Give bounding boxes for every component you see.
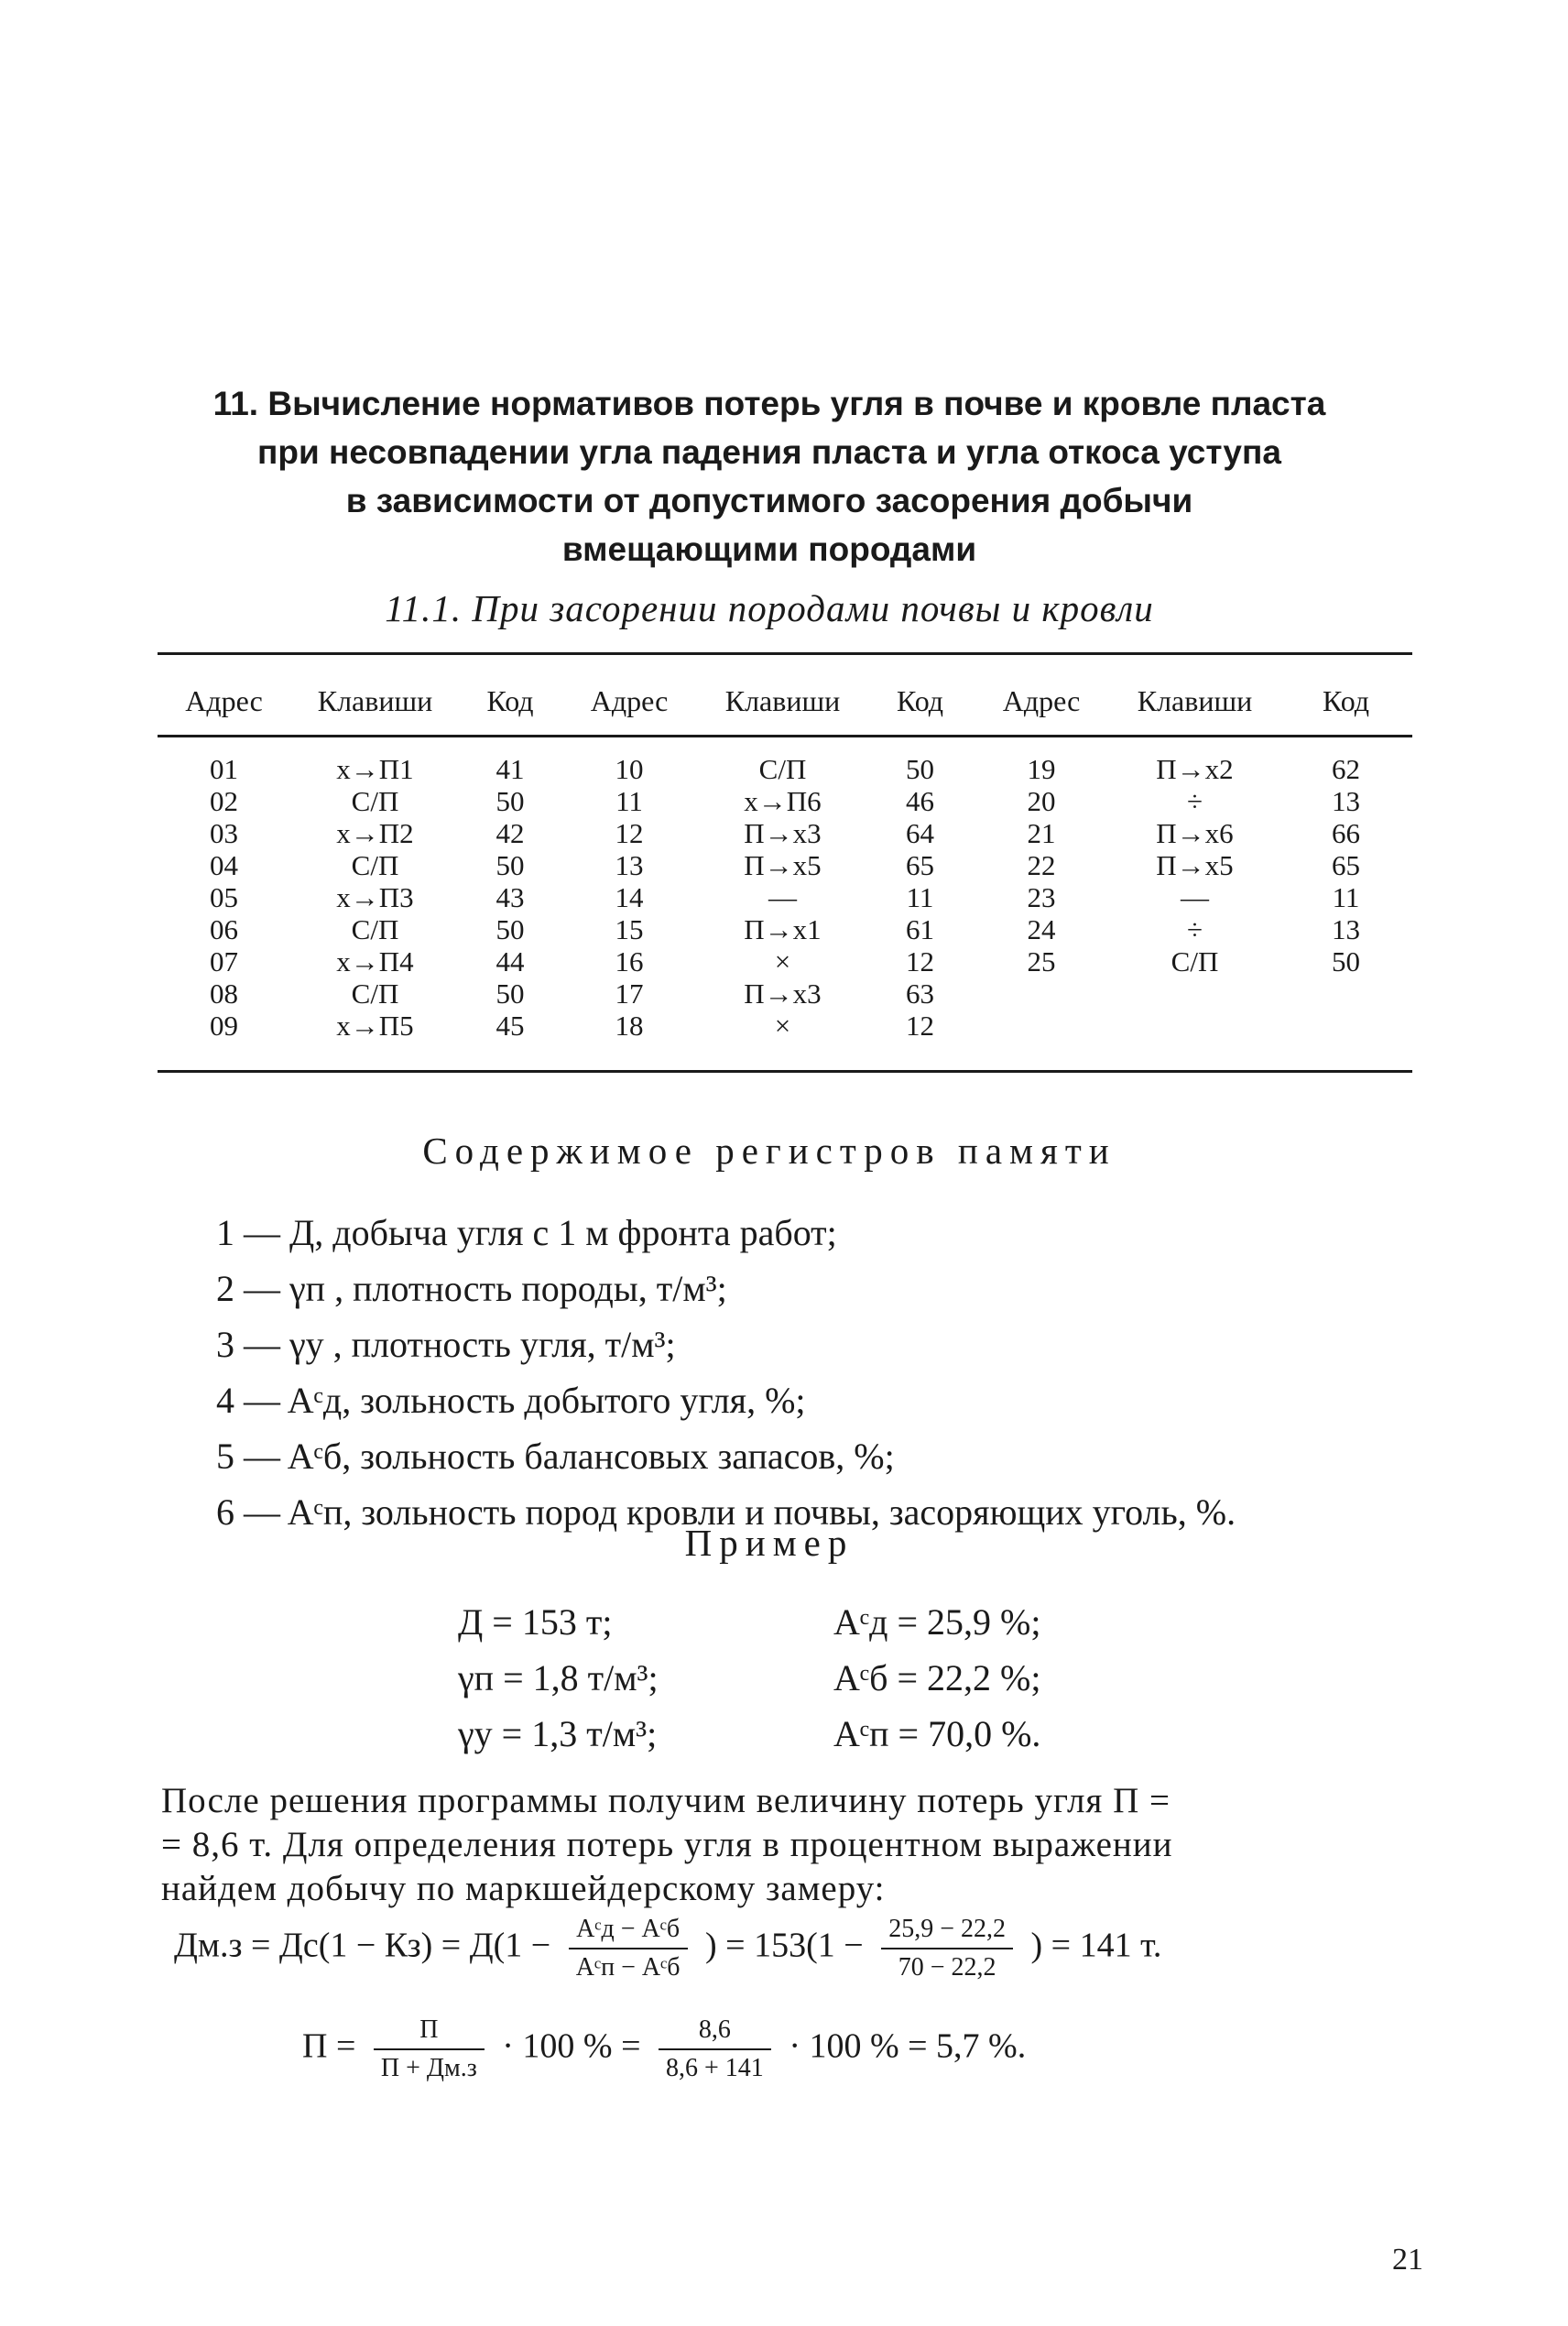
denominator: 70 − 22,2 xyxy=(898,1953,996,1982)
table-header-row xyxy=(158,672,1412,729)
col-header: Клавиши xyxy=(724,683,841,717)
table-cell: 25 xyxy=(1027,945,1056,977)
solution-paragraph xyxy=(161,1779,1407,1911)
numerator: 25,9 − 22,2 xyxy=(881,1915,1013,1949)
table-cell: 11 xyxy=(1332,881,1360,913)
col-header: Адрес xyxy=(1002,683,1081,717)
table-cell: П→x5 xyxy=(744,849,822,881)
table-cell: 04 xyxy=(210,849,238,881)
table-cell: 24 xyxy=(1027,913,1056,945)
example-value: Д = 153 т; xyxy=(458,1601,613,1643)
col-header: Код xyxy=(896,683,944,717)
table-cell: 20 xyxy=(1027,785,1056,817)
denominator: Aᶜп − Aᶜб xyxy=(575,1953,681,1982)
table-cell: x→П1 xyxy=(336,753,414,785)
table-row xyxy=(158,753,1412,785)
table-cell: 12 xyxy=(906,1010,934,1042)
denominator: 8,6 + 141 xyxy=(666,2054,764,2082)
table-cell: × xyxy=(774,1010,791,1042)
table-cell: 01 xyxy=(210,753,238,785)
table-cell: 19 xyxy=(1027,753,1056,785)
program-table xyxy=(158,672,1412,1042)
table-cell: 09 xyxy=(210,1010,238,1042)
table-row xyxy=(158,945,1412,977)
registers-list xyxy=(216,1205,1236,1540)
table-cell: П→x5 xyxy=(1156,849,1234,881)
table-cell: С/П xyxy=(351,913,399,945)
col-header: Код xyxy=(1322,683,1370,717)
table-cell: 05 xyxy=(210,881,238,913)
table-cell: 16 xyxy=(615,945,644,977)
table-cell: 10 xyxy=(615,753,644,785)
table-cell: ÷ xyxy=(1186,913,1203,945)
table-cell: 50 xyxy=(906,753,934,785)
table-cell: 22 xyxy=(1027,849,1056,881)
table-row xyxy=(158,913,1412,945)
col-header: Код xyxy=(486,683,534,717)
table-cell: 65 xyxy=(1332,849,1360,881)
col-header: Адрес xyxy=(185,683,263,717)
table-cell: 65 xyxy=(906,849,934,881)
table-cell: — xyxy=(768,881,797,913)
table-cell: 17 xyxy=(615,977,644,1010)
denominator: П + Дм.з xyxy=(380,2054,477,2082)
title-line: при несовпадении угла падения пласта и угла откоса уступа xyxy=(257,433,1281,471)
table-cell: 13 xyxy=(1332,785,1360,817)
table-cell: 14 xyxy=(615,881,644,913)
table-cell: 63 xyxy=(906,977,934,1010)
formula-rhs: ) = 141 т. xyxy=(1030,1926,1162,1965)
table-cell xyxy=(1279,1010,1412,1042)
example-value: Aᶜп = 70,0 %. xyxy=(833,1713,1041,1754)
example-value: Aᶜд = 25,9 %; xyxy=(833,1601,1041,1643)
table-cell xyxy=(973,1010,1110,1042)
table-cell: 13 xyxy=(1332,913,1360,945)
table-cell: — xyxy=(1181,881,1209,913)
table-cell: x→П3 xyxy=(336,881,414,913)
table-cell: П→x3 xyxy=(744,977,822,1010)
example-value: γу = 1,3 т/м³; xyxy=(458,1713,658,1754)
paragraph-line: найдем добычу по маркшейдерскому замеру: xyxy=(161,1869,886,1908)
table-cell: 43 xyxy=(495,881,525,913)
table-cell xyxy=(1110,977,1279,1010)
table-cell: 66 xyxy=(1332,817,1360,849)
subsection-title: 11.1. При засорении породами почвы и кровли xyxy=(385,587,1154,629)
table-cell: 50 xyxy=(495,849,525,881)
register-item: 5 — Aᶜб, зольность балансовых запасов, %; xyxy=(216,1436,895,1477)
table-cell: 62 xyxy=(1332,753,1360,785)
table-cell: 50 xyxy=(1332,945,1360,977)
formula-survey-output xyxy=(174,1915,1161,1982)
table-cell: × xyxy=(774,945,791,977)
formula-rhs: · 100 % = 5,7 %. xyxy=(789,2026,1027,2066)
table-row xyxy=(158,881,1412,913)
table-cell: 64 xyxy=(906,817,934,849)
title-line: 11. Вычисление нормативов потерь угля в почве и кровле пласта xyxy=(212,385,1326,422)
table-cell: 21 xyxy=(1027,817,1056,849)
fraction xyxy=(569,1915,688,1982)
numerator: П xyxy=(374,2015,485,2050)
table-cell: 03 xyxy=(210,817,238,849)
formula-lhs: Дм.з = Дс(1 − Кз) = Д(1 − xyxy=(174,1926,551,1965)
fraction xyxy=(881,1915,1013,1982)
registers-heading: Содержимое регистров памяти xyxy=(422,1130,1116,1172)
table-cell xyxy=(1110,1010,1279,1042)
table-cell: 13 xyxy=(615,849,644,881)
table-cell: 18 xyxy=(615,1010,644,1042)
table-cell: 08 xyxy=(210,977,238,1010)
table-cell: 15 xyxy=(615,913,644,945)
table-cell: П→x6 xyxy=(1156,817,1234,849)
table-cell: 12 xyxy=(615,817,644,849)
paragraph-line: = 8,6 т. Для определения потерь угля в процентном выражении xyxy=(161,1825,1173,1864)
example-right-column xyxy=(833,1594,1040,1762)
table-cell: С/П xyxy=(758,753,807,785)
table-cell: 23 xyxy=(1027,881,1056,913)
table-cell: П→x2 xyxy=(1156,753,1234,785)
register-item: 1 — Д, добыча угля с 1 м фронта работ; xyxy=(216,1212,837,1253)
table-cell: 44 xyxy=(495,945,525,977)
table-cell: 61 xyxy=(906,913,934,945)
table-row xyxy=(158,1010,1412,1042)
table-cell: 45 xyxy=(495,1010,525,1042)
register-item: 2 — γп , плотность породы, т/м³; xyxy=(216,1268,727,1309)
section-title xyxy=(137,379,1401,573)
table-top-rule xyxy=(158,652,1412,655)
table-body xyxy=(158,729,1412,1042)
table-cell: 07 xyxy=(210,945,238,977)
table-cell: П→x1 xyxy=(744,913,822,945)
example-value: γп = 1,8 т/м³; xyxy=(458,1657,659,1698)
table-cell: 11 xyxy=(906,881,934,913)
table-cell: 02 xyxy=(210,785,238,817)
example-value: Aᶜб = 22,2 %; xyxy=(833,1657,1041,1698)
table-cell: 50 xyxy=(495,913,525,945)
example-heading: Пример xyxy=(684,1522,855,1564)
table-cell xyxy=(973,977,1110,1010)
table-row xyxy=(158,977,1412,1010)
formula-mid: · 100 % = xyxy=(502,2026,641,2066)
register-item: 3 — γу , плотность угля, т/м³; xyxy=(216,1324,676,1365)
table-spacer xyxy=(158,729,1412,753)
table-cell: x→П6 xyxy=(744,785,822,817)
formula-mid: ) = 153(1 − xyxy=(705,1926,864,1965)
table-row xyxy=(158,849,1412,881)
table-cell: П→x3 xyxy=(744,817,822,849)
table-cell: 50 xyxy=(495,977,525,1010)
table-cell: 46 xyxy=(906,785,934,817)
table-cell: С/П xyxy=(351,977,399,1010)
table-cell: С/П xyxy=(351,785,399,817)
register-item: 4 — Aᶜд, зольность добытого угля, %; xyxy=(216,1380,806,1421)
table-row xyxy=(158,785,1412,817)
table-cell: x→П4 xyxy=(336,945,414,977)
col-header: Клавиши xyxy=(1137,683,1253,717)
table-row xyxy=(158,817,1412,849)
table-cell xyxy=(1279,977,1412,1010)
fraction xyxy=(374,2015,485,2083)
numerator: 8,6 xyxy=(659,2015,771,2050)
table-cell: С/П xyxy=(351,849,399,881)
register-item: 6 — Aᶜп, зольность пород кровли и почвы, засоряющих уголь, %. xyxy=(216,1491,1236,1533)
table-cell: 11 xyxy=(615,785,643,817)
table-cell: 12 xyxy=(906,945,934,977)
title-line: в зависимости от допустимого засорения добычи xyxy=(345,482,1193,519)
page-number: 21 xyxy=(1392,2243,1423,2277)
table-cell: С/П xyxy=(1171,945,1219,977)
table-cell: x→П5 xyxy=(336,1010,414,1042)
example-left-column xyxy=(458,1594,659,1762)
table-cell: ÷ xyxy=(1186,785,1203,817)
table-cell: 42 xyxy=(495,817,525,849)
table-cell: 06 xyxy=(210,913,238,945)
fraction xyxy=(659,2015,771,2083)
table-cell: 41 xyxy=(495,753,525,785)
table-cell: x→П2 xyxy=(336,817,414,849)
formula-loss-percent xyxy=(302,2015,1026,2083)
paragraph-line: После решения программы получим величину потерь угля П = xyxy=(161,1781,1171,1820)
formula-lhs: П = xyxy=(302,2026,356,2066)
title-line: вмещающими породами xyxy=(561,530,977,568)
numerator: Aᶜд − Aᶜб xyxy=(569,1915,688,1949)
col-header: Клавиши xyxy=(317,683,433,717)
table-cell: 50 xyxy=(495,785,525,817)
col-header: Адрес xyxy=(590,683,669,717)
table-bottom-rule xyxy=(158,1070,1412,1073)
